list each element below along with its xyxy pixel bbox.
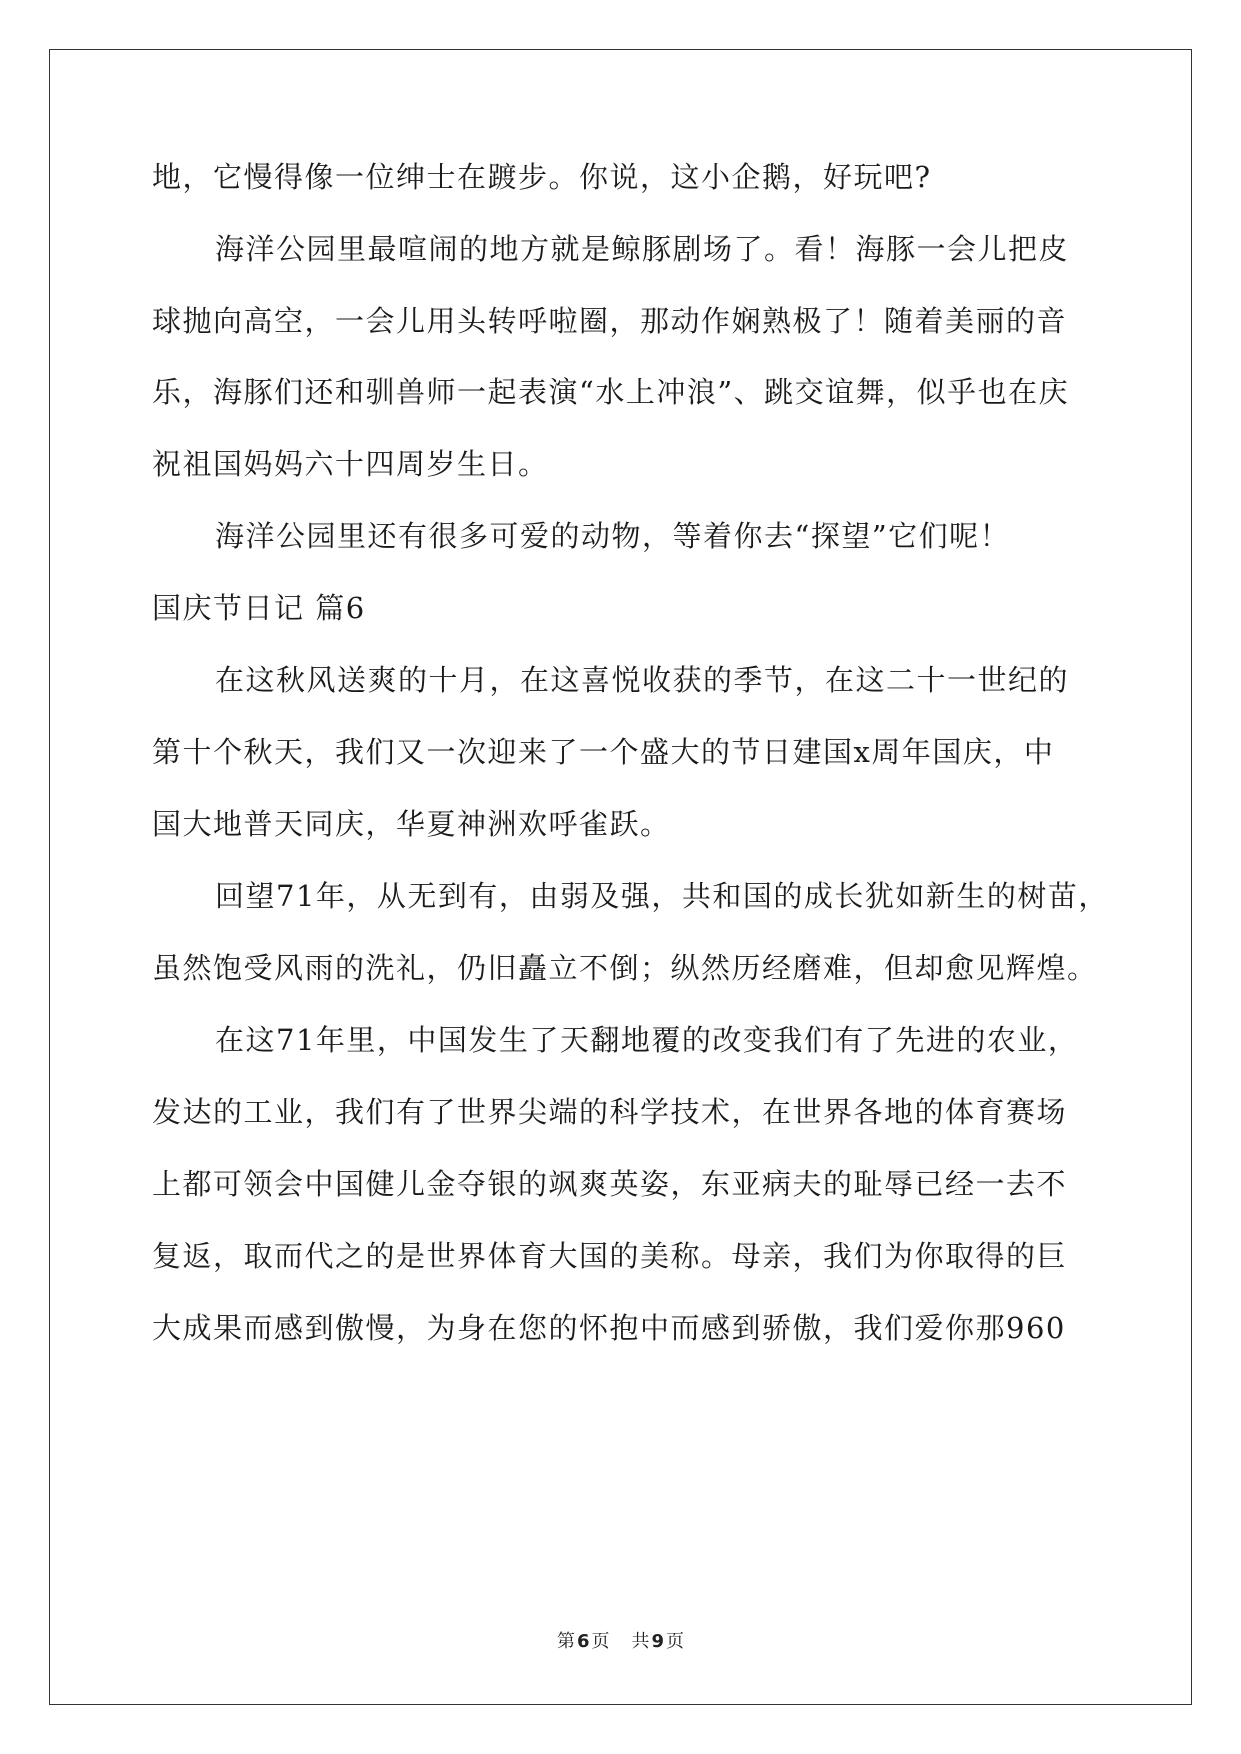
text-line-13: 在这71年里，中国发生了天翻地覆的改变我们有了先进的农业，	[215, 1023, 1079, 1057]
page-number: 6	[576, 1631, 590, 1652]
text-line-16: 复返，取而代之的是世界体育大国的美称。母亲，我们为你取得的巨	[152, 1239, 1068, 1273]
text-line-10: 国大地普天同庆，华夏神洲欢呼雀跃。	[152, 807, 671, 841]
text-line-12: 虽然饱受风雨的洗礼，仍旧矗立不倒；纵然历经磨难，但却愈见辉煌。	[152, 951, 1098, 985]
text-line-17: 大成果而感到傲慢，为身在您的怀抱中而感到骄傲，我们爱你那960	[152, 1311, 1066, 1345]
text-line-11: 回望71年，从无到有，由弱及强，共和国的成长犹如新生的树苗，	[215, 879, 1109, 913]
text-line-6: 海洋公园里还有很多可爱的动物，等着你去“探望”它们呢！	[215, 519, 1011, 553]
text-line-4: 乐，海豚们还和驯兽师一起表演“水上冲浪”、跳交谊舞，似乎也在庆	[152, 375, 1070, 409]
text-line-3: 球抛向高空，一会儿用头转呼啦圈，那动作娴熟极了！随着美丽的音	[152, 304, 1068, 338]
page-suffix: 页	[591, 1631, 610, 1652]
text-line-1: 地，它慢得像一位绅士在踱步。你说，这小企鹅，好玩吧?	[152, 160, 932, 194]
text-line-8: 在这秋风送爽的十月，在这喜悦收获的季节，在这二十一世纪的	[215, 663, 1070, 697]
text-line-5: 祝祖国妈妈六十四周岁生日。	[152, 447, 549, 481]
page-footer	[0, 1630, 1241, 1654]
total-prefix: 共	[631, 1631, 650, 1652]
text-line-14: 发达的工业，我们有了世界尖端的科学技术，在世界各地的体育赛场	[152, 1095, 1068, 1129]
section-heading: 国庆节日记 篇6	[152, 591, 366, 625]
total-suffix: 页	[666, 1631, 685, 1652]
text-line-9: 第十个秋天，我们又一次迎来了一个盛大的节日建国x周年国庆，中	[152, 735, 1055, 769]
page-prefix: 第	[556, 1631, 575, 1652]
text-line-15: 上都可领会中国健儿金夺银的飒爽英姿，东亚病夫的耻辱已经一去不	[152, 1167, 1068, 1201]
total-pages: 9	[651, 1631, 665, 1652]
text-line-2: 海洋公园里最喧闹的地方就是鲸豚剧场了。看！海豚一会儿把皮	[215, 232, 1070, 266]
